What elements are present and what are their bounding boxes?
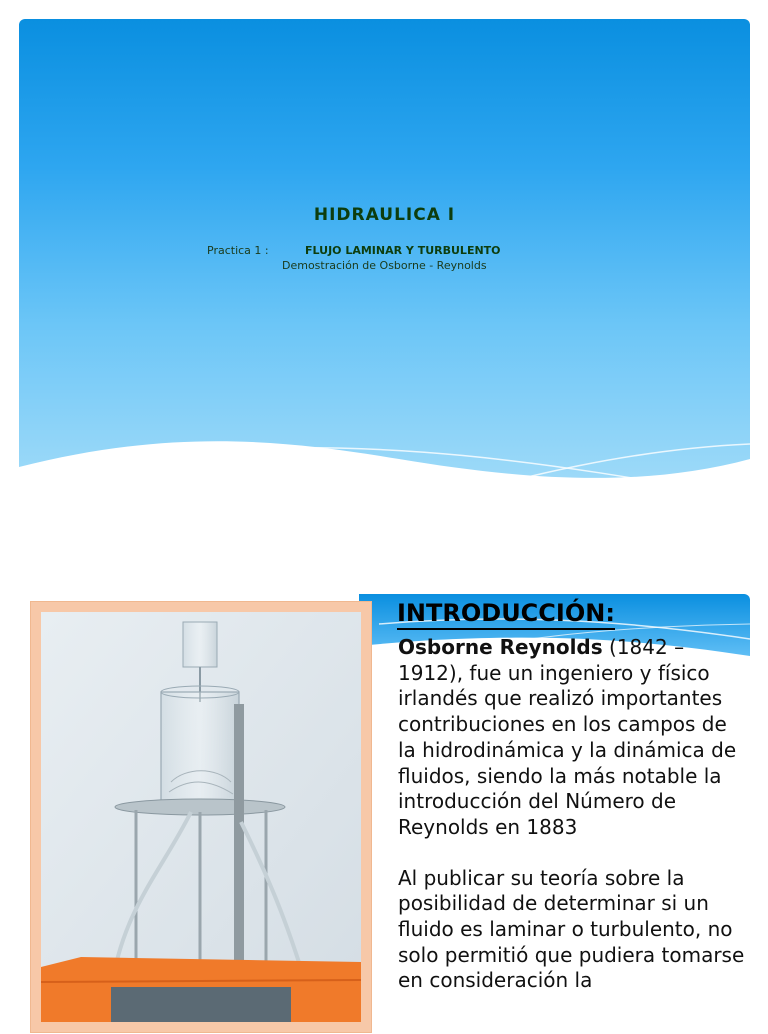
slide-title: HIDRAULICA I bbox=[313, 205, 456, 225]
practica-subtitle: Demostración de Osborne - Reynolds bbox=[282, 259, 487, 272]
introduction-text bbox=[398, 635, 748, 994]
section-heading: INTRODUCCIÓN: bbox=[397, 598, 615, 630]
paragraph-1-rest: (1842 – 1912), fue un ingeniero y físico irlandés que realizó importantes contribuciones en los campos de la hidrodinámica y la dinámica de fluidos, siendo la más notable la introducción del Número de Reynolds en 1883 bbox=[398, 635, 737, 839]
introduction-slide bbox=[19, 594, 750, 1034]
osborne-reynolds-apparatus-image bbox=[41, 612, 361, 1022]
practica-label: Practica 1 : bbox=[207, 244, 269, 257]
title-slide bbox=[19, 19, 750, 514]
paragraph-2: Al publicar su teoría sobre la posibilidad de determinar si un fluido es laminar o turbulento, no solo permitió que pudiera tomarse en consideración la bbox=[398, 865, 745, 993]
practica-topic: FLUJO LAMINAR Y TURBULENTO bbox=[305, 244, 501, 257]
apparatus-photo-frame bbox=[31, 602, 371, 1032]
paragraph-1 bbox=[398, 635, 748, 841]
reynolds-name: Osborne Reynolds bbox=[398, 635, 603, 659]
